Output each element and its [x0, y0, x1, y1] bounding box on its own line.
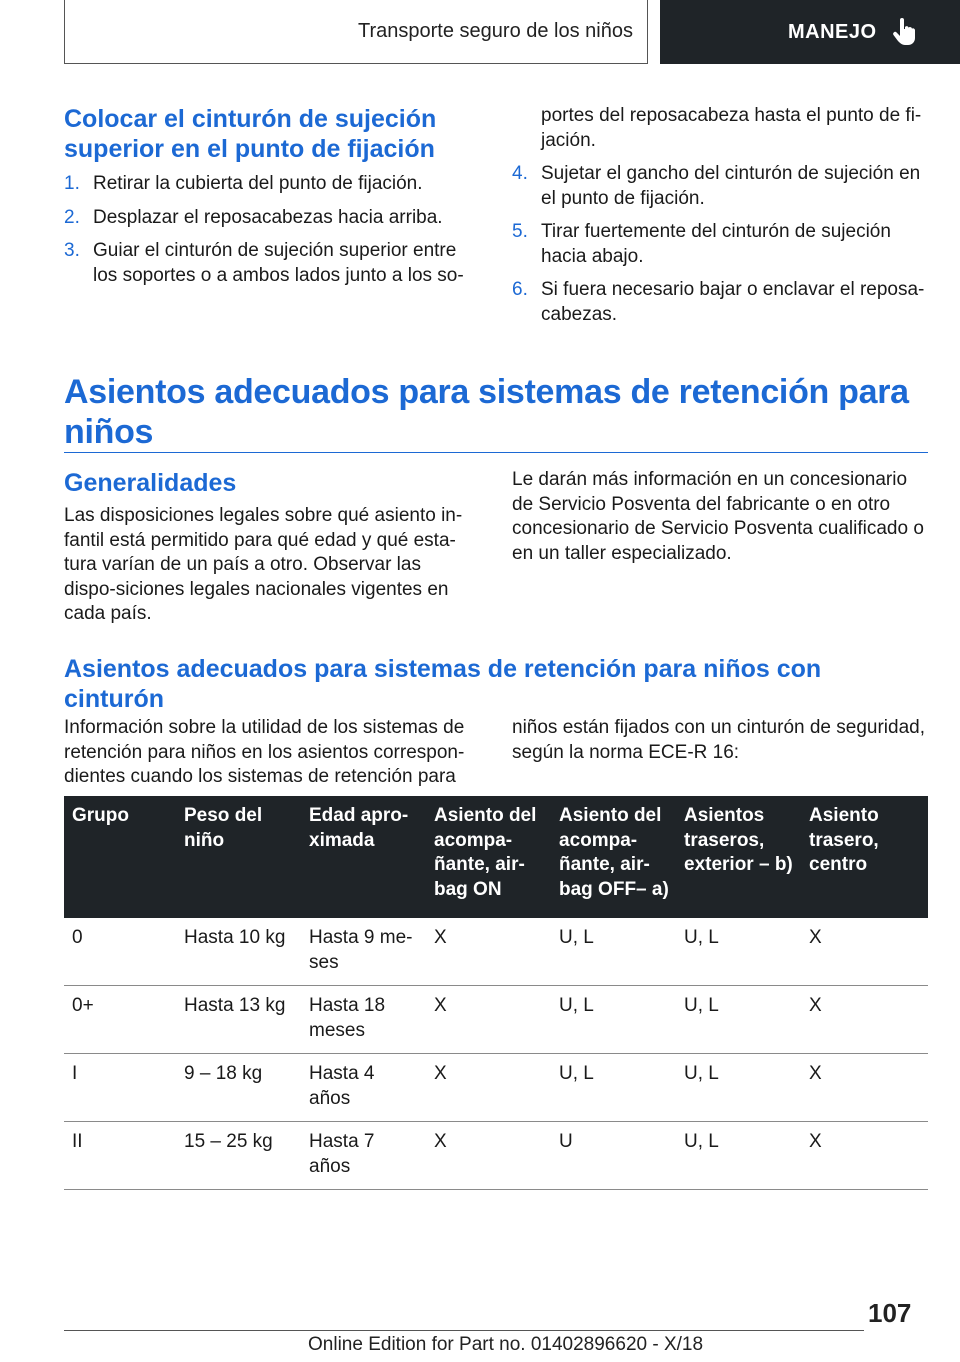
general-left-column — [64, 468, 474, 627]
table-cell: X — [426, 986, 551, 1054]
belt-section-heading: Asientos adecuados para sistemas de retención para niños con cinturón — [64, 655, 822, 713]
table-cell: 9 – 18 kg — [176, 1054, 301, 1122]
table-header-cell: Asiento del acompa-ñante, air-bag OFF– a) — [551, 796, 676, 918]
table-row — [64, 986, 928, 1054]
header-chapter-label: MANEJO — [788, 20, 877, 43]
heading-divider — [64, 452, 928, 453]
table-cell: U — [551, 1122, 676, 1190]
step-text: Tirar fuertemente del cinturón de sujeción hacia abajo. — [541, 221, 891, 267]
step-item — [64, 206, 474, 231]
table-cell: Hasta 4 años — [301, 1054, 426, 1122]
top-left-column — [64, 104, 474, 297]
step-item — [64, 239, 474, 288]
table-cell: X — [426, 1122, 551, 1190]
table-cell: Hasta 13 kg — [176, 986, 301, 1054]
belt-right-column — [512, 716, 928, 765]
step-text: Desplazar el reposacabezas hacia arriba. — [93, 206, 443, 228]
step-text: Sujetar el gancho del cinturón de sujeción en el punto de fijación. — [541, 163, 921, 209]
table-row — [64, 918, 928, 986]
page-number: 107 — [868, 1298, 912, 1328]
step-item — [512, 220, 928, 269]
step-number: 4. — [512, 163, 528, 184]
main-heading: Asientos adecuados para sistemas de retención para niños — [64, 373, 909, 451]
table-cell: X — [801, 986, 928, 1054]
step-number: 5. — [512, 221, 528, 242]
step-number: 1. — [64, 173, 80, 194]
footer-divider — [64, 1330, 864, 1331]
table-cell: Hasta 18 meses — [301, 986, 426, 1054]
general-heading: Generalidades — [64, 469, 237, 497]
table-header-cell: Peso del niño — [176, 796, 301, 918]
table-cell: U, L — [551, 1054, 676, 1122]
table-cell: U, L — [676, 1122, 801, 1190]
table-header-cell: Edad apro-ximada — [301, 796, 426, 918]
table-cell: U, L — [676, 918, 801, 986]
table-row — [64, 1122, 928, 1190]
belt-left-column — [64, 716, 474, 790]
table-header-cell: Grupo — [64, 796, 176, 918]
general-right-column — [512, 468, 928, 566]
header-section-title: Transporte seguro de los niños — [358, 20, 633, 42]
table-cell: X — [801, 918, 928, 986]
table-cell: Hasta 7 años — [301, 1122, 426, 1190]
topleft-steps — [64, 172, 474, 288]
table-cell: X — [801, 1054, 928, 1122]
table-cell: U, L — [551, 918, 676, 986]
table-cell: I — [64, 1054, 176, 1122]
topright-steps — [512, 162, 928, 327]
step-item — [64, 172, 474, 197]
header-chapter-tab — [660, 0, 960, 64]
table-cell: U, L — [551, 986, 676, 1054]
table-row — [64, 1054, 928, 1122]
belt-right-text: niños están fijados con un cinturón de seguridad, según la norma ECE-R 16: — [512, 717, 925, 763]
top-right-column — [512, 104, 928, 336]
table-cell: Hasta 9 me-ses — [301, 918, 426, 986]
seat-suitability-table — [64, 796, 928, 1190]
table-cell: 0+ — [64, 986, 176, 1054]
table-cell: 0 — [64, 918, 176, 986]
table-cell: II — [64, 1122, 176, 1190]
table-cell: X — [801, 1122, 928, 1190]
table-cell: Hasta 10 kg — [176, 918, 301, 986]
step-text: Guiar el cinturón de sujeción superior entre los soportes o a ambos lados junto a los so- — [93, 240, 464, 286]
belt-left-text: Información sobre la utilidad de los sistemas de retención para niños en los asientos correspon-dientes cuando los sistemas de retención para — [64, 717, 465, 787]
table-cell: U, L — [676, 986, 801, 1054]
step-text: Retirar la cubierta del punto de fijación. — [93, 173, 423, 194]
step-item — [512, 278, 928, 327]
table-cell: X — [426, 918, 551, 986]
general-left-text: Las disposiciones legales sobre qué asiento in-fantil está permitido para qué edad y qué esta-tura varían de un país a otro. Observar las dispo-siciones legales nacionales vigentes en cada país. — [64, 505, 463, 624]
table-cell: 15 – 25 kg — [176, 1122, 301, 1190]
step-item — [512, 162, 928, 211]
table-header-cell: Asientos traseros, exterior – b) — [676, 796, 801, 918]
header-section-tab — [64, 0, 648, 64]
table-cell: X — [426, 1054, 551, 1122]
step-continuation: portes del reposacabeza hasta el punto de fi-jación. — [541, 105, 922, 151]
step-number: 2. — [64, 206, 80, 228]
step-number: 6. — [512, 279, 528, 300]
step-text: Si fuera necesario bajar o enclavar el reposa-cabezas. — [541, 279, 925, 325]
topleft-heading: Colocar el cinturón de sujeción superior en el punto de fijación — [64, 105, 437, 163]
table-header-cell: Asiento del acompa-ñante, air-bag ON — [426, 796, 551, 918]
footer-edition-text: Online Edition for Part no. 01402896620 - X/18 — [308, 1334, 704, 1355]
table-header-cell: Asiento trasero, centro — [801, 796, 928, 918]
table-header-row — [64, 796, 928, 918]
step-number: 3. — [64, 240, 80, 261]
table-cell: U, L — [676, 1054, 801, 1122]
general-right-text: Le darán más información en un concesionario de Servicio Posventa del fabricante o en otro concesionario de Servicio Posventa cualificado o en un taller especializado. — [512, 469, 924, 564]
hand-pointer-icon — [893, 18, 917, 46]
